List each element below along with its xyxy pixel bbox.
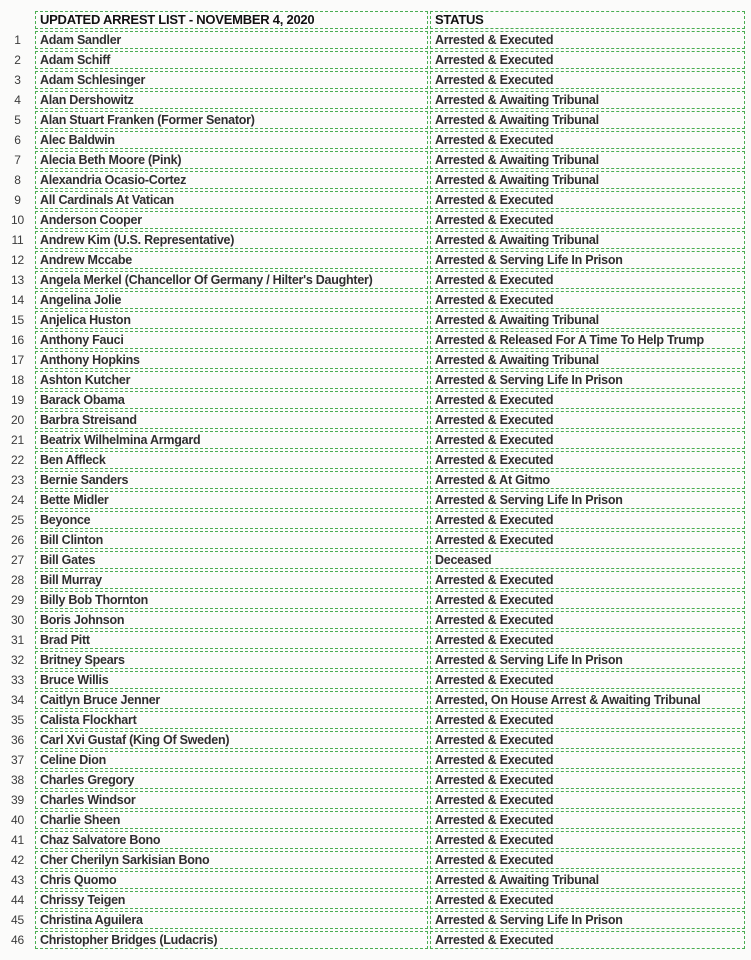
row-number: 2	[14, 53, 21, 67]
row-number: 7	[14, 153, 21, 167]
status-cell: Arrested & Serving Life In Prison	[430, 911, 745, 929]
table-body	[0, 31, 751, 949]
row-number: 36	[11, 733, 24, 747]
row-number: 12	[11, 253, 24, 267]
name-cell: Alan Stuart Franken (Former Senator)	[35, 111, 428, 129]
row-number: 39	[11, 793, 24, 807]
status-cell: Arrested & Awaiting Tribunal	[430, 91, 745, 109]
row-number: 18	[11, 373, 24, 387]
table-row	[0, 71, 751, 89]
status-cell: Arrested & Awaiting Tribunal	[430, 231, 745, 249]
row-number: 5	[14, 113, 21, 127]
status-cell: Arrested & Executed	[430, 191, 745, 209]
table-row	[0, 31, 751, 49]
table-row	[0, 871, 751, 889]
row-number: 35	[11, 713, 24, 727]
name-cell: All Cardinals At Vatican	[35, 191, 428, 209]
table-row	[0, 51, 751, 69]
row-number: 41	[11, 833, 24, 847]
status-cell: Arrested & Awaiting Tribunal	[430, 871, 745, 889]
table-row	[0, 151, 751, 169]
status-cell: Arrested & Executed	[430, 291, 745, 309]
table-row	[0, 771, 751, 789]
row-number: 24	[11, 493, 24, 507]
name-cell: Anderson Cooper	[35, 211, 428, 229]
status-cell: Arrested, On House Arrest & Awaiting Tribunal	[430, 691, 745, 709]
name-cell: Anthony Hopkins	[35, 351, 428, 369]
row-number: 27	[11, 553, 24, 567]
table-row	[0, 431, 751, 449]
row-number: 38	[11, 773, 24, 787]
row-number: 17	[11, 353, 24, 367]
status-cell: Arrested & Serving Life In Prison	[430, 371, 745, 389]
status-cell: Arrested & Executed	[430, 931, 745, 949]
header-row	[0, 11, 751, 29]
name-cell: Celine Dion	[35, 751, 428, 769]
status-cell: Arrested & Executed	[430, 71, 745, 89]
status-cell: Arrested & Executed	[430, 51, 745, 69]
status-cell: Arrested & Executed	[430, 211, 745, 229]
status-cell: Arrested & Executed	[430, 571, 745, 589]
row-number: 10	[11, 213, 24, 227]
row-number: 4	[14, 93, 21, 107]
row-number: 30	[11, 613, 24, 627]
name-cell: Adam Schlesinger	[35, 71, 428, 89]
status-cell: Arrested & Executed	[430, 391, 745, 409]
table-row	[0, 671, 751, 689]
table-row	[0, 111, 751, 129]
name-cell: Bill Murray	[35, 571, 428, 589]
name-cell: Christina Aguilera	[35, 911, 428, 929]
table-row	[0, 491, 751, 509]
row-number: 21	[11, 433, 24, 447]
row-number: 15	[11, 313, 24, 327]
status-cell: Arrested & Executed	[430, 831, 745, 849]
status-cell: Arrested & Executed	[430, 611, 745, 629]
row-number: 19	[11, 393, 24, 407]
name-cell: Carl Xvi Gustaf (King Of Sweden)	[35, 731, 428, 749]
row-number: 8	[14, 173, 21, 187]
table-row	[0, 171, 751, 189]
name-cell: Cher Cherilyn Sarkisian Bono	[35, 851, 428, 869]
row-number: 28	[11, 573, 24, 587]
table-row	[0, 931, 751, 949]
name-cell: Ashton Kutcher	[35, 371, 428, 389]
name-cell: Alan Dershowitz	[35, 91, 428, 109]
table-row	[0, 571, 751, 589]
status-cell: Arrested & Executed	[430, 891, 745, 909]
status-cell: Arrested & Executed	[430, 811, 745, 829]
table-row	[0, 271, 751, 289]
name-cell: Bette Midler	[35, 491, 428, 509]
name-cell: Anjelica Huston	[35, 311, 428, 329]
name-cell: Ben Affleck	[35, 451, 428, 469]
table-row	[0, 891, 751, 909]
table-row	[0, 131, 751, 149]
name-cell: Charles Gregory	[35, 771, 428, 789]
status-cell: Arrested & Executed	[430, 631, 745, 649]
name-cell: Beyonce	[35, 511, 428, 529]
status-cell: Arrested & Executed	[430, 751, 745, 769]
table-row	[0, 631, 751, 649]
name-cell: Charles Windsor	[35, 791, 428, 809]
row-number: 6	[14, 133, 21, 147]
name-cell: Andrew Mccabe	[35, 251, 428, 269]
table-row	[0, 831, 751, 849]
row-number: 43	[11, 873, 24, 887]
row-number: 13	[11, 273, 24, 287]
name-cell: Anthony Fauci	[35, 331, 428, 349]
table-row	[0, 791, 751, 809]
row-number: 25	[11, 513, 24, 527]
status-cell: Arrested & Executed	[430, 411, 745, 429]
row-number: 26	[11, 533, 24, 547]
row-number: 34	[11, 693, 24, 707]
status-cell: Arrested & Executed	[430, 131, 745, 149]
name-cell: Adam Sandler	[35, 31, 428, 49]
name-cell: Charlie Sheen	[35, 811, 428, 829]
status-cell: Arrested & Executed	[430, 711, 745, 729]
name-cell: Caitlyn Bruce Jenner	[35, 691, 428, 709]
table-row	[0, 191, 751, 209]
row-number: 45	[11, 913, 24, 927]
row-number: 33	[11, 673, 24, 687]
row-number: 42	[11, 853, 24, 867]
table-row	[0, 851, 751, 869]
header-title-cell: UPDATED ARREST LIST - NOVEMBER 4, 2020	[35, 11, 428, 29]
row-number: 22	[11, 453, 24, 467]
status-cell: Arrested & Executed	[430, 591, 745, 609]
name-cell: Britney Spears	[35, 651, 428, 669]
status-cell: Arrested & Executed	[430, 511, 745, 529]
name-cell: Bill Gates	[35, 551, 428, 569]
status-cell: Arrested & Serving Life In Prison	[430, 491, 745, 509]
table-row	[0, 691, 751, 709]
table-row	[0, 471, 751, 489]
status-cell: Arrested & Awaiting Tribunal	[430, 171, 745, 189]
status-cell: Arrested & Awaiting Tribunal	[430, 311, 745, 329]
status-cell: Arrested & Released For A Time To Help Trump	[430, 331, 745, 349]
table-row	[0, 291, 751, 309]
table-row	[0, 351, 751, 369]
table-row	[0, 711, 751, 729]
name-cell: Alecia Beth Moore (Pink)	[35, 151, 428, 169]
row-number: 44	[11, 893, 24, 907]
name-cell: Barbra Streisand	[35, 411, 428, 429]
name-cell: Andrew Kim (U.S. Representative)	[35, 231, 428, 249]
row-number: 9	[14, 193, 21, 207]
status-cell: Arrested & Executed	[430, 731, 745, 749]
row-number: 1	[14, 33, 21, 47]
table-row	[0, 451, 751, 469]
row-number: 16	[11, 333, 24, 347]
name-cell: Angelina Jolie	[35, 291, 428, 309]
table-row	[0, 511, 751, 529]
status-cell: Arrested & Serving Life In Prison	[430, 251, 745, 269]
table-row	[0, 91, 751, 109]
name-cell: Brad Pitt	[35, 631, 428, 649]
status-cell: Arrested & Executed	[430, 431, 745, 449]
table-row	[0, 611, 751, 629]
row-number: 3	[14, 73, 21, 87]
header-status-cell: STATUS	[430, 11, 745, 29]
row-number: 29	[11, 593, 24, 607]
table-row	[0, 371, 751, 389]
name-cell: Bernie Sanders	[35, 471, 428, 489]
row-number: 46	[11, 933, 24, 947]
table-row	[0, 251, 751, 269]
name-cell: Chrissy Teigen	[35, 891, 428, 909]
table-row	[0, 531, 751, 549]
table-row	[0, 651, 751, 669]
row-number-gutter	[0, 11, 35, 29]
name-cell: Angela Merkel (Chancellor Of Germany / Hilter's Daughter)	[35, 271, 428, 289]
name-cell: Calista Flockhart	[35, 711, 428, 729]
row-number: 23	[11, 473, 24, 487]
name-cell: Christopher Bridges (Ludacris)	[35, 931, 428, 949]
status-cell: Arrested & Awaiting Tribunal	[430, 351, 745, 369]
table-row	[0, 751, 751, 769]
table-row	[0, 411, 751, 429]
status-cell: Arrested & Serving Life In Prison	[430, 651, 745, 669]
name-cell: Beatrix Wilhelmina Armgard	[35, 431, 428, 449]
status-cell: Deceased	[430, 551, 745, 569]
row-number: 11	[11, 233, 24, 247]
name-cell: Alexandria Ocasio-Cortez	[35, 171, 428, 189]
table-row	[0, 811, 751, 829]
row-number: 20	[11, 413, 24, 427]
status-cell: Arrested & Executed	[430, 671, 745, 689]
status-cell: Arrested & Awaiting Tribunal	[430, 151, 745, 169]
table-row	[0, 911, 751, 929]
status-cell: Arrested & Executed	[430, 791, 745, 809]
status-cell: Arrested & Executed	[430, 271, 745, 289]
status-cell: Arrested & Executed	[430, 451, 745, 469]
name-cell: Adam Schiff	[35, 51, 428, 69]
name-cell: Chaz Salvatore Bono	[35, 831, 428, 849]
table-row	[0, 551, 751, 569]
table-row	[0, 231, 751, 249]
row-number: 37	[11, 753, 24, 767]
name-cell: Bill Clinton	[35, 531, 428, 549]
status-cell: Arrested & Executed	[430, 851, 745, 869]
status-cell: Arrested & Executed	[430, 531, 745, 549]
table-row	[0, 311, 751, 329]
row-number: 32	[11, 653, 24, 667]
status-cell: Arrested & Executed	[430, 31, 745, 49]
name-cell: Bruce Willis	[35, 671, 428, 689]
table-row	[0, 591, 751, 609]
name-cell: Boris Johnson	[35, 611, 428, 629]
name-cell: Billy Bob Thornton	[35, 591, 428, 609]
table-row	[0, 391, 751, 409]
name-cell: Alec Baldwin	[35, 131, 428, 149]
name-cell: Chris Quomo	[35, 871, 428, 889]
name-cell: Barack Obama	[35, 391, 428, 409]
table-row	[0, 731, 751, 749]
table-row	[0, 331, 751, 349]
status-cell: Arrested & Executed	[430, 771, 745, 789]
row-number: 14	[11, 293, 24, 307]
status-cell: Arrested & At Gitmo	[430, 471, 745, 489]
row-number: 31	[11, 633, 24, 647]
row-number: 40	[11, 813, 24, 827]
table-row	[0, 211, 751, 229]
status-cell: Arrested & Awaiting Tribunal	[430, 111, 745, 129]
